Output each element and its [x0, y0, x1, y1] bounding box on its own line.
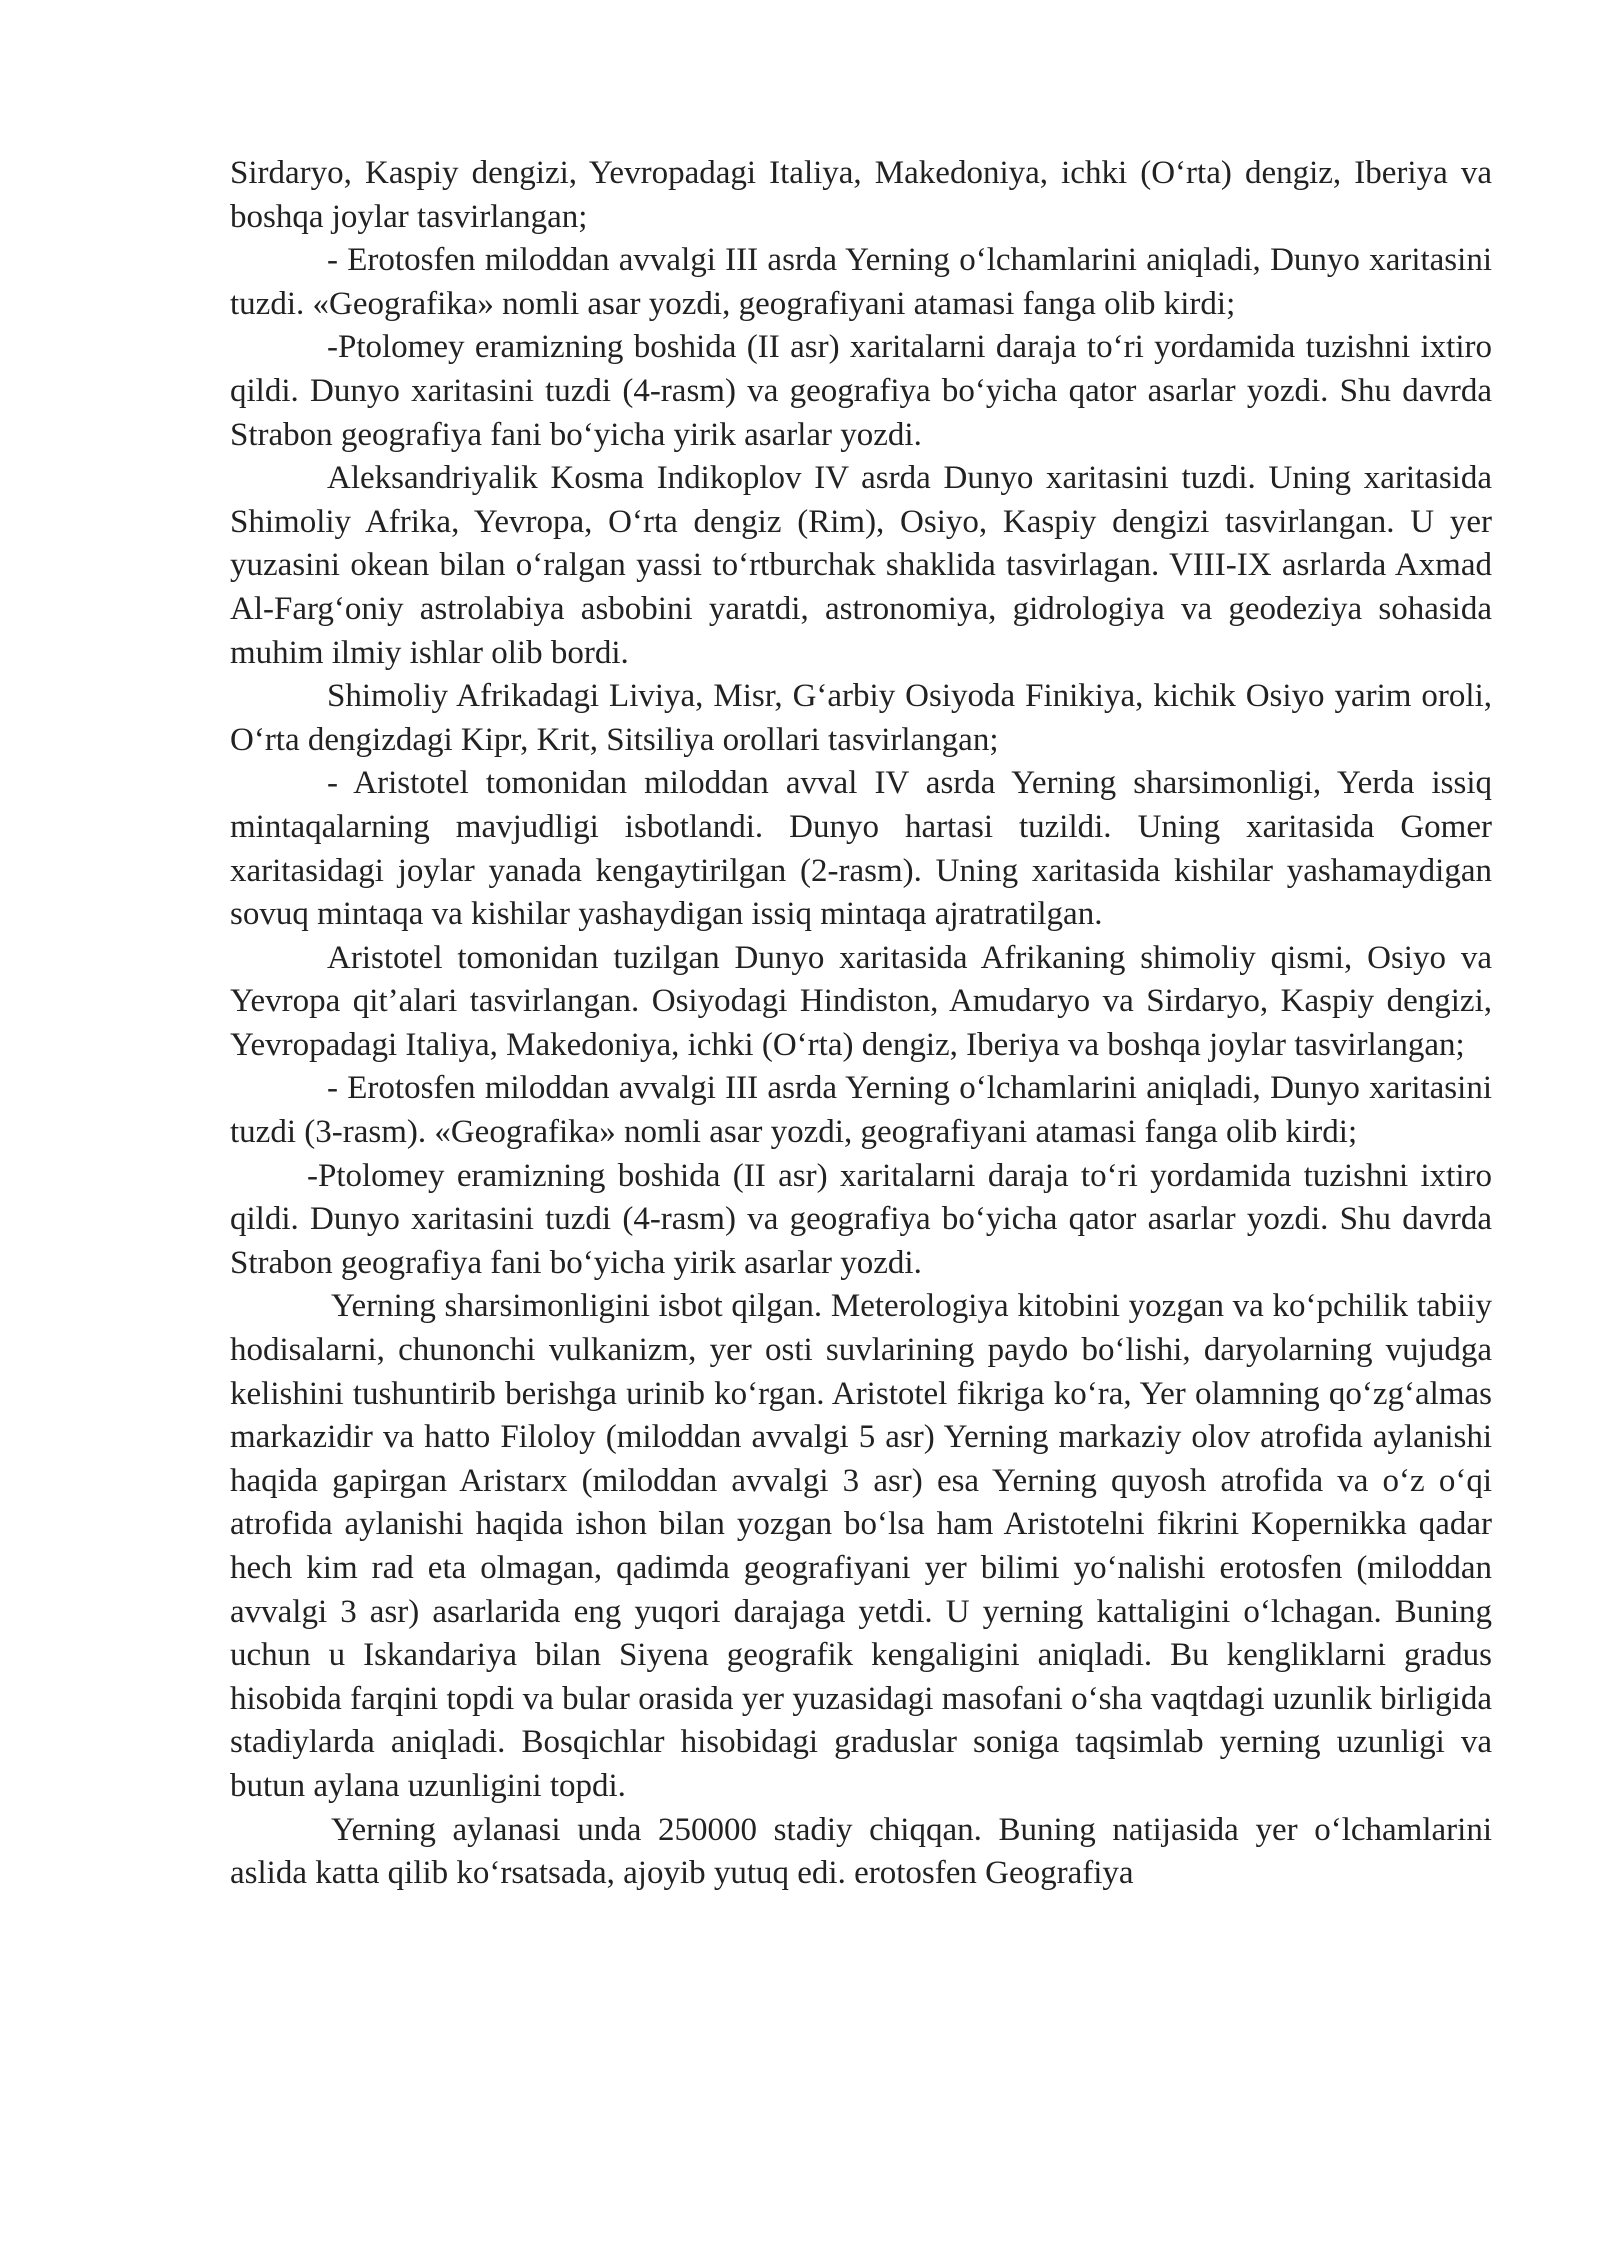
paragraph-8: - Erotosfen miloddan avvalgi III asrda Yerning o‘lchamlarini aniqladi, Dunyo xaritasini tuzdi (3-rasm). «Geografika» nomli asar yozdi, geografiyani atamasi fanga olib kirdi; [230, 1070, 1492, 1151]
paragraph-4: Aleksandriyalik Kosma Indikoplov IV asrda Dunyo xaritasini tuzdi. Uning xaritasida Shimoliy Afrika, Yevropa, O‘rta dengiz (Rim), Osiyo, Kaspiy dengizi tasvirlangan. U yer yuzasini okean bilan o‘ralgan yassi to‘rtburchak shaklida tasvirlagan. VIII-IX asrlarda Axmad Al-Farg‘oniy astrolabiya asbobini yaratdi, astronomiya, gidrologiya va geodeziya sohasida muhim ilmiy ishlar olib bordi. [230, 460, 1492, 671]
paragraph-6: - Aristotel tomonidan miloddan avval IV asrda Yerning sharsimonligi, Yerda issiq mintaqalarning mavjudligi isbotlandi. Dunyo hartasi tuzildi. Uning xaritasida Gomer xaritasidagi joylar yanada kengaytirilgan (2-rasm). Uning xaritasida kishilar yashamaydigan sovuq mintaqa va kishilar yashaydigan issiq mintaqa ajratratilgan. [230, 765, 1492, 933]
paragraph-9: -Ptolomey eramizning boshida (II asr) xaritalarni daraja to‘ri yordamida tuzishni ixtiro qildi. Dunyo xaritasini tuzdi (4-rasm) va geografiya bo‘yicha qator asarlar yozdi. Shu davrda Strabon geografiya fani bo‘yicha yirik asarlar yozdi. [230, 1157, 1492, 1281]
paragraph-7: Aristotel tomonidan tuzilgan Dunyo xaritasida Afrikaning shimoliy qismi, Osiyo va Yevropa qit’alari tasvirlangan. Osiyodagi Hindiston, Amudaryo va Sirdaryo, Kaspiy dengizi, Yevropadagi Italiya, Makedoniya, ichki (O‘rta) dengiz, Iberiya va boshqa joylar tasvirlangan; [230, 939, 1492, 1063]
document-page [230, 152, 1492, 1896]
paragraph-5: Shimoliy Afrikadagi Liviya, Misr, G‘arbiy Osiyoda Finikiya, kichik Osiyo yarim oroli, O‘rta dengizdagi Kipr, Krit, Sitsiliya orollari tasvirlangan; [230, 678, 1492, 758]
paragraph-1: Sirdaryo, Kaspiy dengizi, Yevropadagi Italiya, Makedoniya, ichki (O‘rta) dengiz, Iberiya va boshqa joylar tasvirlangan; [230, 155, 1492, 235]
paragraph-2: - Erotosfen miloddan avvalgi III asrda Yerning o‘lchamlarini aniqladi, Dunyo xaritasini tuzdi. «Geografika» nomli asar yozdi, geografiyani atamasi fanga olib kirdi; [230, 242, 1492, 322]
paragraph-11: Yerning aylanasi unda 250000 stadiy chiqqan. Buning natijasida yer o‘lchamlarini aslida katta qilib ko‘rsatsada, ajoyib yutuq edi. erotosfen Geografiya [230, 1811, 1492, 1892]
paragraph-10: Yerning sharsimonligini isbot qilgan. Meterologiya kitobini yozgan va ko‘pchilik tabiiy hodisalarni, chunonchi vulkanizm, yer osti suvlarining paydo bo‘lishi, daryolarning vujudga kelishini tushuntirib berishga urinib ko‘rgan. Aristotel fikriga ko‘ra, Yer olamning qo‘zg‘almas markazidir va hatto Filoloy (miloddan avvalgi 5 asr) Yerning markaziy olov atrofida aylanishi haqida gapirgan Aristarx (miloddan avvalgi 3 asr) esa Yerning quyosh atrofida va o‘z o‘qi atrofida aylanishi haqida ishon bilan yozgan bo‘lsa ham Aristotelni fikrini Kopernikka qadar hech kim rad eta olmagan, qadimda geografiyani yer bilimi yo‘nalishi erotosfen (miloddan avvalgi 3 asr) asarlarida eng yuqori darajaga yetdi. U yerning kattaligini o‘lchagan. Buning uchun u Iskandariya bilan Siyena geografik kengaligini aniqladi. Bu kengliklarni gradus hisobida farqini topdi va bular orasida yer yuzasidagi masofani o‘sha vaqtdagi uzunlik birligida stadiylarda aniqladi. Bosqichlar hisobidagi graduslar soniga taqsimlab yerning uzunligi va butun aylana uzunligini topdi. [230, 1288, 1492, 1804]
paragraph-3: -Ptolomey eramizning boshida (II asr) xaritalarni daraja to‘ri yordamida tuzishni ixtiro qildi. Dunyo xaritasini tuzdi (4-rasm) va geografiya bo‘yicha qator asarlar yozdi. Shu davrda Strabon geografiya fani bo‘yicha yirik asarlar yozdi. [230, 329, 1492, 453]
